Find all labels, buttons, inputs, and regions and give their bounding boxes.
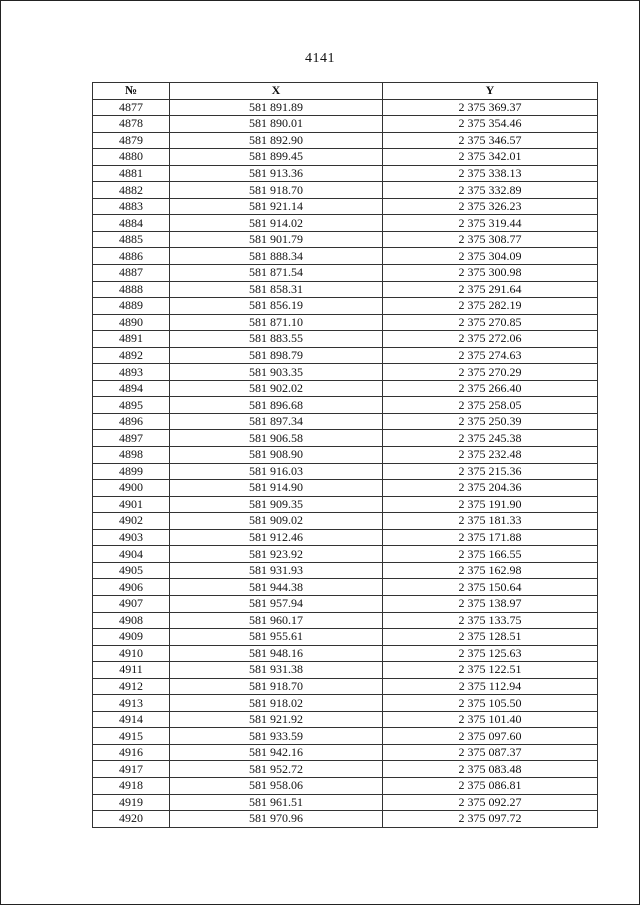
cell-x: 581 942.16 [170,744,383,761]
cell-number: 4913 [93,695,170,712]
table-row [93,364,598,381]
cell-x: 581 906.58 [170,430,383,447]
cell-number: 4895 [93,397,170,414]
table-row [93,248,598,265]
cell-y: 2 375 354.46 [383,116,598,133]
cell-number: 4878 [93,116,170,133]
cell-x: 581 888.34 [170,248,383,265]
cell-y: 2 375 272.06 [383,331,598,348]
cell-y: 2 375 300.98 [383,265,598,282]
cell-x: 581 901.79 [170,231,383,248]
cell-y: 2 375 162.98 [383,562,598,579]
cell-y: 2 375 326.23 [383,198,598,215]
table-row [93,728,598,745]
cell-y: 2 375 112.94 [383,678,598,695]
table-row [93,612,598,629]
cell-x: 581 892.90 [170,132,383,149]
cell-x: 581 890.01 [170,116,383,133]
cell-y: 2 375 133.75 [383,612,598,629]
cell-y: 2 375 191.90 [383,496,598,513]
cell-x: 581 912.46 [170,529,383,546]
cell-x: 581 918.70 [170,678,383,695]
cell-number: 4899 [93,463,170,480]
table-row [93,231,598,248]
cell-x: 581 898.79 [170,347,383,364]
cell-y: 2 375 087.37 [383,744,598,761]
cell-y: 2 375 083.48 [383,761,598,778]
table-row [93,711,598,728]
cell-x: 581 913.36 [170,165,383,182]
cell-y: 2 375 092.27 [383,794,598,811]
cell-number: 4898 [93,447,170,464]
cell-x: 581 902.02 [170,380,383,397]
cell-number: 4896 [93,413,170,430]
cell-x: 581 914.90 [170,480,383,497]
cell-number: 4902 [93,513,170,530]
cell-x: 581 918.02 [170,695,383,712]
table-row [93,595,598,612]
cell-y: 2 375 338.13 [383,165,598,182]
cell-y: 2 375 097.60 [383,728,598,745]
cell-number: 4883 [93,198,170,215]
cell-number: 4887 [93,265,170,282]
cell-y: 2 375 138.97 [383,595,598,612]
cell-x: 581 896.68 [170,397,383,414]
cell-number: 4890 [93,314,170,331]
cell-number: 4877 [93,99,170,116]
cell-x: 581 955.61 [170,629,383,646]
column-header-x: X [170,83,383,100]
cell-y: 2 375 125.63 [383,645,598,662]
table-row [93,662,598,679]
table-row [93,777,598,794]
cell-y: 2 375 250.39 [383,413,598,430]
table-row [93,794,598,811]
coordinates-table [92,82,598,828]
cell-x: 581 933.59 [170,728,383,745]
cell-number: 4914 [93,711,170,728]
table-row [93,645,598,662]
cell-number: 4916 [93,744,170,761]
cell-number: 4910 [93,645,170,662]
cell-x: 581 909.35 [170,496,383,513]
table-row [93,182,598,199]
cell-y: 2 375 332.89 [383,182,598,199]
cell-number: 4919 [93,794,170,811]
cell-y: 2 375 369.37 [383,99,598,116]
cell-y: 2 375 204.36 [383,480,598,497]
cell-number: 4918 [93,777,170,794]
cell-x: 581 923.92 [170,546,383,563]
cell-number: 4884 [93,215,170,232]
table-row [93,413,598,430]
table-row [93,149,598,166]
cell-number: 4917 [93,761,170,778]
cell-number: 4915 [93,728,170,745]
cell-number: 4904 [93,546,170,563]
cell-x: 581 961.51 [170,794,383,811]
cell-x: 581 970.96 [170,811,383,828]
cell-y: 2 375 308.77 [383,231,598,248]
table-row [93,430,598,447]
cell-x: 581 914.02 [170,215,383,232]
cell-x: 581 960.17 [170,612,383,629]
cell-y: 2 375 270.85 [383,314,598,331]
cell-y: 2 375 166.55 [383,546,598,563]
cell-y: 2 375 101.40 [383,711,598,728]
cell-number: 4894 [93,380,170,397]
table-row [93,198,598,215]
table-header [93,83,598,100]
cell-x: 581 856.19 [170,298,383,315]
cell-y: 2 375 232.48 [383,447,598,464]
cell-number: 4889 [93,298,170,315]
cell-y: 2 375 274.63 [383,347,598,364]
cell-number: 4903 [93,529,170,546]
cell-y: 2 375 097.72 [383,811,598,828]
cell-number: 4901 [93,496,170,513]
table-row [93,744,598,761]
table-row [93,215,598,232]
cell-number: 4882 [93,182,170,199]
cell-number: 4891 [93,331,170,348]
cell-x: 581 909.02 [170,513,383,530]
table-row [93,629,598,646]
table-row [93,347,598,364]
cell-y: 2 375 245.38 [383,430,598,447]
cell-x: 581 897.34 [170,413,383,430]
cell-x: 581 899.45 [170,149,383,166]
cell-x: 581 858.31 [170,281,383,298]
table-row [93,480,598,497]
cell-number: 4879 [93,132,170,149]
cell-x: 581 952.72 [170,761,383,778]
cell-number: 4897 [93,430,170,447]
table-row [93,447,598,464]
cell-number: 4911 [93,662,170,679]
table-row [93,811,598,828]
table-row [93,562,598,579]
cell-y: 2 375 086.81 [383,777,598,794]
cell-y: 2 375 319.44 [383,215,598,232]
table-body [93,99,598,827]
cell-y: 2 375 270.29 [383,364,598,381]
cell-number: 4893 [93,364,170,381]
cell-y: 2 375 342.01 [383,149,598,166]
cell-number: 4908 [93,612,170,629]
cell-y: 2 375 266.40 [383,380,598,397]
cell-y: 2 375 150.64 [383,579,598,596]
cell-x: 581 916.03 [170,463,383,480]
table-row [93,579,598,596]
table-row [93,496,598,513]
cell-number: 4920 [93,811,170,828]
cell-x: 581 871.54 [170,265,383,282]
cell-x: 581 958.06 [170,777,383,794]
cell-number: 4900 [93,480,170,497]
cell-y: 2 375 258.05 [383,397,598,414]
cell-x: 581 944.38 [170,579,383,596]
cell-number: 4892 [93,347,170,364]
table-row [93,132,598,149]
table-row [93,298,598,315]
cell-y: 2 375 171.88 [383,529,598,546]
table-row [93,116,598,133]
cell-x: 581 921.92 [170,711,383,728]
table-row [93,165,598,182]
cell-number: 4909 [93,629,170,646]
cell-y: 2 375 105.50 [383,695,598,712]
cell-x: 581 903.35 [170,364,383,381]
cell-y: 2 375 291.64 [383,281,598,298]
cell-y: 2 375 346.57 [383,132,598,149]
cell-x: 581 931.93 [170,562,383,579]
cell-number: 4912 [93,678,170,695]
table-row [93,99,598,116]
table-row [93,678,598,695]
column-header-number: № [93,83,170,100]
table-row [93,761,598,778]
cell-y: 2 375 122.51 [383,662,598,679]
cell-y: 2 375 181.33 [383,513,598,530]
cell-x: 581 948.16 [170,645,383,662]
cell-x: 581 883.55 [170,331,383,348]
column-header-y: Y [383,83,598,100]
cell-y: 2 375 128.51 [383,629,598,646]
page-number: 4141 [305,51,335,66]
cell-x: 581 921.14 [170,198,383,215]
cell-x: 581 871.10 [170,314,383,331]
cell-x: 581 908.90 [170,447,383,464]
table-row [93,529,598,546]
table-header-row [93,83,598,100]
table-row [93,397,598,414]
cell-number: 4881 [93,165,170,182]
cell-x: 581 891.89 [170,99,383,116]
table-row [93,546,598,563]
cell-y: 2 375 304.09 [383,248,598,265]
cell-number: 4885 [93,231,170,248]
table-row [93,331,598,348]
cell-number: 4886 [93,248,170,265]
cell-x: 581 931.38 [170,662,383,679]
table-row [93,281,598,298]
cell-number: 4905 [93,562,170,579]
cell-x: 581 957.94 [170,595,383,612]
table-row [93,695,598,712]
cell-y: 2 375 215.36 [383,463,598,480]
cell-number: 4888 [93,281,170,298]
table-row [93,513,598,530]
table-row [93,380,598,397]
cell-number: 4907 [93,595,170,612]
table-row [93,463,598,480]
cell-number: 4906 [93,579,170,596]
cell-y: 2 375 282.19 [383,298,598,315]
cell-x: 581 918.70 [170,182,383,199]
table-row [93,314,598,331]
cell-number: 4880 [93,149,170,166]
table-row [93,265,598,282]
